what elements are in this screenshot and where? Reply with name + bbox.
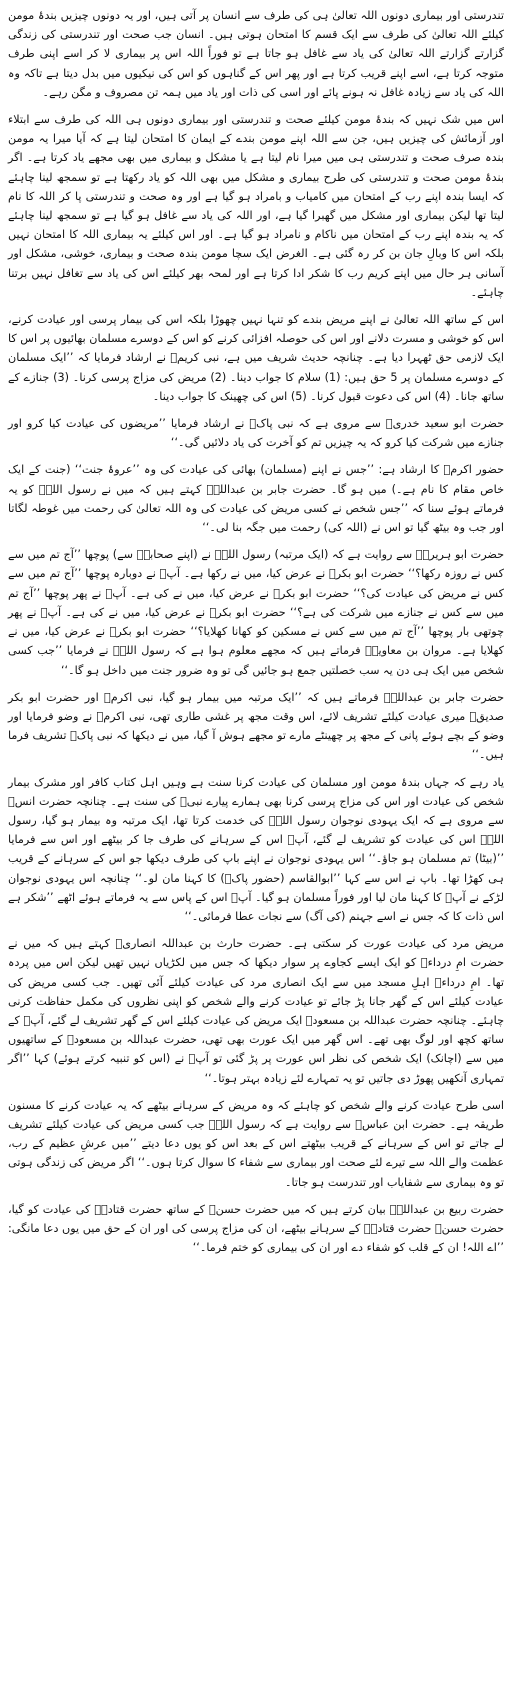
- article-paragraph: حضرت ابو سعید خدریؓ سے مروی ہے کہ نبی پاکؐ نے ارشاد فرمایا ’’مریضوں کی عیادت کیا کرو اور جنازے میں شرکت کیا کرو کہ یہ چیزیں تم کو آخرت کی یاد دلائیں گی۔‘‘: [8, 417, 504, 450]
- article-paragraph: حضرت جابر بن عبداللہؓ فرماتے ہیں کہ ’’ایک مرتبہ میں بیمار ہو گیا، نبی اکرمؐ اور حضرت ابو بکر صدیقؓ میری عیادت کیلئے تشریف لائے، اس وقت مجھ پر غشی طاری تھی، نبی اکرمؐ نے وضو فرمایا اور وضو کے بچے ہوئے پانی کے مجھ پر چھینٹے مارے تو مجھے ہوش آ گیا، میں نے دیکھا کہ نبی پاکؐ تشریف فرما ہیں۔‘‘: [8, 690, 504, 762]
- article-paragraph: یاد رہے کہ جہاں بندۂ مومن اور مسلمان کی عیادت کرنا سنت ہے وہیں اہل کتاب کافر اور مشرک بیمار شخص کی عیادت اور اس کی مزاج پرسی کرنا بھی ہمارے پیارے نبیؐ کی سنت ہے۔ چنانچہ حضرت انسؓ سے مروی ہے کہ ایک یہودی نوجوان رسول اللہؐ کی خدمت کرتا تھا، ایک مرتبہ وہ بیمار ہو گیا، رسول اللہؐ اس کی عیادت کو تشریف لے گئے، آپؐ اس کے سرہانے کی طرف جا کر بیٹھے اور اس سے فرمایا ’’(بیٹا) تم مسلمان ہو جاؤ۔‘‘ اس یہودی نوجوان نے اپنے باپ کی طرف دیکھا جو اس کے سرہانے کے قریب ہی کھڑا تھا۔ باپ نے اس سے کہا ’’ابوالقاسم (حضور پاکؐ) کا کہنا مان لو۔‘‘ چنانچہ اس یہودی نوجوان لڑکے نے آپؐ کا کہنا مان لیا اور فوراً مسلمان ہو گیا۔ آپؐ اس کے پاس سے یہ فرماتے ہوئے اٹھے ’’شکر ہے اس ذات کا کہ جس نے اسے جہنم (کی آگ) سے نجات عطا فرمائی۔‘‘: [8, 775, 504, 923]
- article-paragraph: حضرت ربیع بن عبداللہؒ بیان کرتے ہیں کہ میں حضرت حسنؓ کے ساتھ حضرت قتادہؓ کی عیادت کو گیا، حضرت حسنؓ حضرت قتادہؓ کے سرہانے بیٹھے، ان کی مزاج پرسی کی اور ان کے حق میں یوں دعا مانگی: ’’اے اللہ! ان کے قلب کو شفاء دے اور ان کی بیماری کو ختم فرما۔‘‘: [8, 1202, 504, 1255]
- article-paragraph: حضرت ابو ہریرہؓ سے روایت ہے کہ (ایک مرتبہ) رسول اللہؐ نے (اپنے صحابہؓ سے) پوچھا ’’آج تم میں سے کس نے روزہ رکھا؟‘‘ حضرت ابو بکرؓ نے عرض کیا، میں نے رکھا ہے۔ آپؐ نے دوبارہ پوچھا ’’آج تم میں سے کس نے مریض کی عیادت کی؟‘‘ حضرت ابو بکرؓ نے عرض کیا، میں نے کی ہے۔ آپؐ نے پھر پوچھا ’’آج تم میں سے کس نے جنازے میں شرکت کی ہے؟‘‘ حضرت ابو بکرؓ نے عرض کیا، میں نے کی ہے۔ آپؐ نے پھر چوتھی بار پوچھا ’’آج تم میں سے کس نے مسکین کو کھانا کھلایا؟‘‘ حضرت ابو بکرؓ نے عرض کیا، میں نے کھلایا ہے۔ مروان بن معاویہؒ فرماتے ہیں کہ مجھے معلوم ہوا ہے کہ رسول اللہؐ نے فرمایا ’’جب کسی شخص میں ایک ہی دن یہ سب خصلتیں جمع ہو جائیں گی تو وہ ضرور جنت میں داخل ہو گا۔‘‘: [8, 548, 504, 677]
- article-paragraph: اس میں شک نہیں کہ بندۂ مومن کیلئے صحت و تندرستی اور بیماری دونوں ہی اللہ کی طرف سے ابتلاء اور آزمائش کی چیزیں ہیں، جن سے اللہ اپنے مومن بندے کے ایمان کا امتحان لیتا ہے کہ آیا میرا یہ مومن بندہ صرف صحت و تندرستی ہی میں میرا نام لیتا ہے یا مشکل و بیماری میں بھی مجھے یاد کرتا ہے۔ اگر بندۂ مومن صحت و تندرستی کی طرح بیماری و مشکل میں بھی اللہ کو یاد رکھتا ہے تو سمجھ لینا چاہئے کہ ایسا بندہ اپنے رب کے امتحان میں کامیاب و بامراد ہو گیا ہے اور وہ صحت و تندرستی پا کر اللہ کا نام لیتا تھا لیکن بیماری اور مشکل میں گھبرا گیا ہے، اور اللہ کی یاد سے غافل ہو گیا ہے تو سمجھ لینا چاہئے کہ یہ بندہ اپنے رب کے امتحان میں ناکام و نامراد ہو گیا ہے۔ اور اس کیلئے یہ بیماری اللہ کا امتحان نہیں بلکہ اس کا وبالِ جان بن کر رہ گئی ہے۔ الغرض ایک سچا مومن بندہ صحت و بیماری، خوشی، مشکل اور آسانی ہر حال میں اپنے کریم رب کا شکر ادا کرتا ہے اور لمحہ بھر کیلئے اس کی یاد سے تغافل نہیں برتنا چاہئے۔: [8, 113, 504, 299]
- article-paragraph: حضور اکرمؐ کا ارشاد ہے: ’’جس نے اپنے (مسلمان) بھائی کی عیادت کی وہ ’’عروۂ جنت‘‘ (جنت کے ایک خاص مقام کا نام ہے۔) میں ہو گا۔ حضرت جابر بن عبداللہؓ کہتے ہیں کہ میں نے رسول اللہؐ کو یہ فرماتے ہوئے سنا کہ ’’جس شخص نے کسی مریض کی عیادت کی وہ اللہ تعالیٰ کی رحمت میں غوطہ لگاتا اور جب وہ بیٹھ گیا تو اس نے (اللہ کی) رحمت میں جگہ بنا لی۔‘‘: [8, 463, 504, 535]
- article-paragraph: اسی طرح عیادت کرنے والے شخص کو چاہئے کہ وہ مریض کے سرہانے بیٹھے کہ یہ عیادت کرنے کا مسنون طریقہ ہے۔ حضرت ابن عباسؓ سے روایت ہے کہ رسول اللہؐ جب کسی مریض کی عیادت کیلئے تشریف لے جاتے تو اس کے سرہانے کے قریب بیٹھتے اس کے بعد اس کو یوں دعا دیتے ’’میں عرشِ عظیم کے رب، عظمت والے اللہ سے تیرے لئے صحت اور بیماری سے شفاء کا سوال کرتا ہوں۔‘‘ اگر مریض کی زندگی ہوتی تو وہ بیماری سے شفایاب اور تندرست ہو جاتا۔: [8, 1098, 504, 1189]
- article-paragraph: تندرستی اور بیماری دونوں اللہ تعالیٰ ہی کی طرف سے انسان پر آتی ہیں، اور یہ دونوں چیزیں بندۂ مومن کیلئے اللہ تعالیٰ کی طرف سے ایک قسم کا امتحان ہوتی ہیں۔ انسان جب صحت اور تندرستی کی زندگی گزارتے گزارتے اللہ تعالیٰ کی یاد سے غافل ہو جاتا ہے تو فوراً اللہ اس پر بیماری لا کر اسے اپنی طرف متوجہ کرتا ہے، اسے اپنے قریب کرتا ہے اور پھر اس کے گناہوں کو اس کی نیکیوں میں بدل دیتا ہے تاکہ وہ اللہ کی یاد سے زیادہ غافل نہ ہونے پائے اور اسی کی ذات اور یاد میں ہمہ تن مصروف و مگن رہے۔: [8, 9, 504, 99]
- article-paragraph: مریض مرد کی عیادت عورت کر سکتی ہے۔ حضرت حارث بن عبداللہ انصاریؓ کہتے ہیں کہ میں نے حضرت امِ درداءؓ کو ایک ایسے کجاوے پر سوار دیکھا کہ جس میں لکڑیاں نہیں تھیں لیکن اس میں پردہ تھا۔ امِ درداءؓ اہلِ مسجد میں سے ایک انصاری مرد کی عیادت کیلئے آئی تھیں۔ جب کسی مریض کی عیادت کیلئے اس کے گھر جانا پڑ جائے تو عیادت کرنے والے شخص کو اپنی نظروں کی مکمل حفاظت کرنی چاہئے۔ چنانچہ حضرت عبداللہ بن مسعودؓ ایک مریض کی عیادت کیلئے اس کے گھر تشریف لے گئے، آپؐ کے ساتھ کچھ اور لوگ بھی تھے۔ اس گھر میں ایک عورت بھی تھی، حضرت عبداللہ بن مسعودؓ کے ساتھیوں میں سے (اچانک) ایک شخص کی نظر اس عورت پر پڑ گئی تو آپؓ نے (اس کو تنبیہ کرتے ہوئے) کہا ’’اگر تمہاری آنکھیں پھوڑ دی جاتیں تو یہ تمہارے لئے زیادہ بہتر ہوتا۔‘‘: [8, 937, 504, 1085]
- article-paragraph: اس کے ساتھ اللہ تعالیٰ نے اپنے مریض بندے کو تنہا نہیں چھوڑا بلکہ اس کی بیمار پرسی اور عیادت کرنے، اس کو خوشی و مسرت دلانے اور اس کی حوصلہ افزائی کرنے کو اس کے دوسرے مسلمان بھائیوں پر اس کا ایک لازمی حق ٹھہرا دیا ہے۔ چنانچہ حدیث شریف میں ہے، نبی کریمؐ نے ارشاد فرمایا کہ ’’ایک مسلمان کے دوسرے مسلمان پر 5 حق ہیں: (1) سلام کا جواب دینا۔ (2) مریض کی مزاج پرسی کرنا۔ (3) جنازے کے ساتھ جانا۔ (4) اس کی دعوت قبول کرنا۔ (5) اس کی چھینک کا جواب دینا۔: [8, 313, 504, 403]
